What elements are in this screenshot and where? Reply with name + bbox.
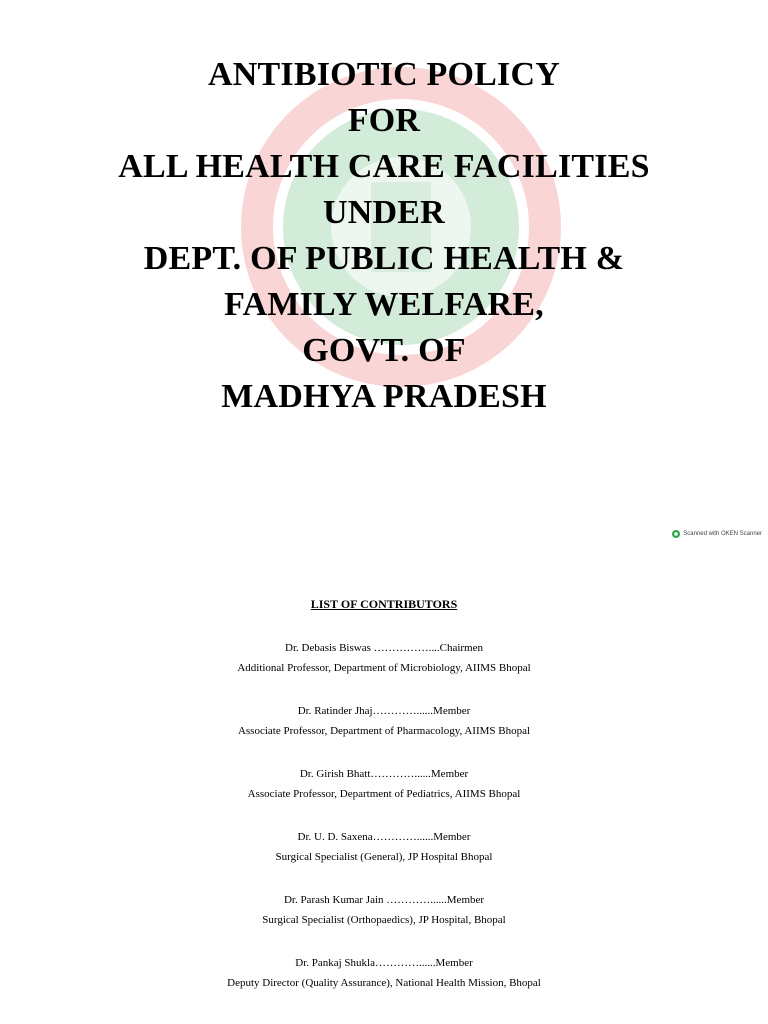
contributor-entry bbox=[0, 827, 768, 890]
contributor-entry bbox=[0, 764, 768, 827]
contributor-entry bbox=[0, 701, 768, 764]
scanner-badge bbox=[672, 530, 762, 538]
contributor-designation: Surgical Specialist (Orthopaedics), JP Hospital, Bhopal bbox=[262, 914, 506, 926]
leader-dots: …………...... bbox=[383, 894, 447, 906]
contributor-name: Dr. U. D. Saxena bbox=[297, 831, 373, 843]
contributor-role: Member bbox=[430, 768, 469, 780]
contributor-name-line bbox=[0, 764, 768, 784]
scanner-logo-icon bbox=[672, 530, 680, 538]
leader-dots: …………...... bbox=[372, 831, 434, 843]
document-title bbox=[0, 52, 768, 420]
title-line: ALL HEALTH CARE FACILITIES bbox=[118, 148, 650, 185]
contributor-name: Dr. Debasis Biswas bbox=[285, 642, 371, 654]
contributor-entry bbox=[0, 638, 768, 701]
leader-dots: …………...... bbox=[374, 957, 436, 969]
leader-dots: …………….... bbox=[370, 642, 440, 654]
contributor-entry bbox=[0, 953, 768, 1016]
contributor-name: Dr. Girish Bhatt bbox=[299, 768, 371, 780]
contributor-entry bbox=[0, 890, 768, 953]
contributor-designation: Additional Professor, Department of Microbiology, AIIMS Bhopal bbox=[237, 662, 531, 674]
title-line: UNDER bbox=[323, 194, 445, 231]
contributor-role: Member bbox=[435, 957, 473, 969]
contributors-heading: LIST OF CONTRIBUTORS bbox=[310, 597, 458, 611]
contributor-role: Chairmen bbox=[439, 642, 483, 654]
contributor-name-line bbox=[0, 890, 768, 910]
title-line: FAMILY WELFARE, bbox=[224, 286, 544, 323]
contributor-name-line bbox=[0, 827, 768, 847]
contributor-name: Dr. Pankaj Shukla bbox=[295, 957, 375, 969]
contributor-designation: Associate Professor, Department of Pediatrics, AIIMS Bhopal bbox=[247, 788, 521, 800]
title-line: FOR bbox=[347, 102, 421, 139]
contributor-designation: Surgical Specialist (General), JP Hospital Bhopal bbox=[275, 851, 493, 863]
contributor-name-line bbox=[0, 953, 768, 973]
contributor-designation: Deputy Director (Quality Assurance), National Health Mission, Bhopal bbox=[227, 977, 541, 989]
contributor-name-line bbox=[0, 701, 768, 721]
leader-dots: …………...... bbox=[370, 768, 431, 780]
contributor-name: Dr. Ratinder Jhaj bbox=[297, 705, 373, 717]
title-line: GOVT. OF bbox=[302, 332, 466, 369]
contributor-name-line bbox=[0, 638, 768, 658]
title-line: MADHYA PRADESH bbox=[221, 378, 547, 415]
contributor-name: Dr. Parash Kumar Jain bbox=[283, 894, 384, 906]
contributor-role: Member bbox=[446, 894, 485, 906]
title-line: ANTIBIOTIC POLICY bbox=[208, 56, 560, 93]
contributor-role: Member bbox=[433, 705, 471, 717]
scanner-badge-text: Scanned with OKEN Scanner bbox=[683, 531, 762, 537]
contributors-section bbox=[0, 596, 768, 1016]
title-line: DEPT. OF PUBLIC HEALTH & bbox=[143, 240, 625, 277]
contributor-designation: Associate Professor, Department of Pharmacology, AIIMS Bhopal bbox=[237, 725, 531, 737]
contributor-role: Member bbox=[433, 831, 471, 843]
leader-dots: …………...... bbox=[372, 705, 434, 717]
